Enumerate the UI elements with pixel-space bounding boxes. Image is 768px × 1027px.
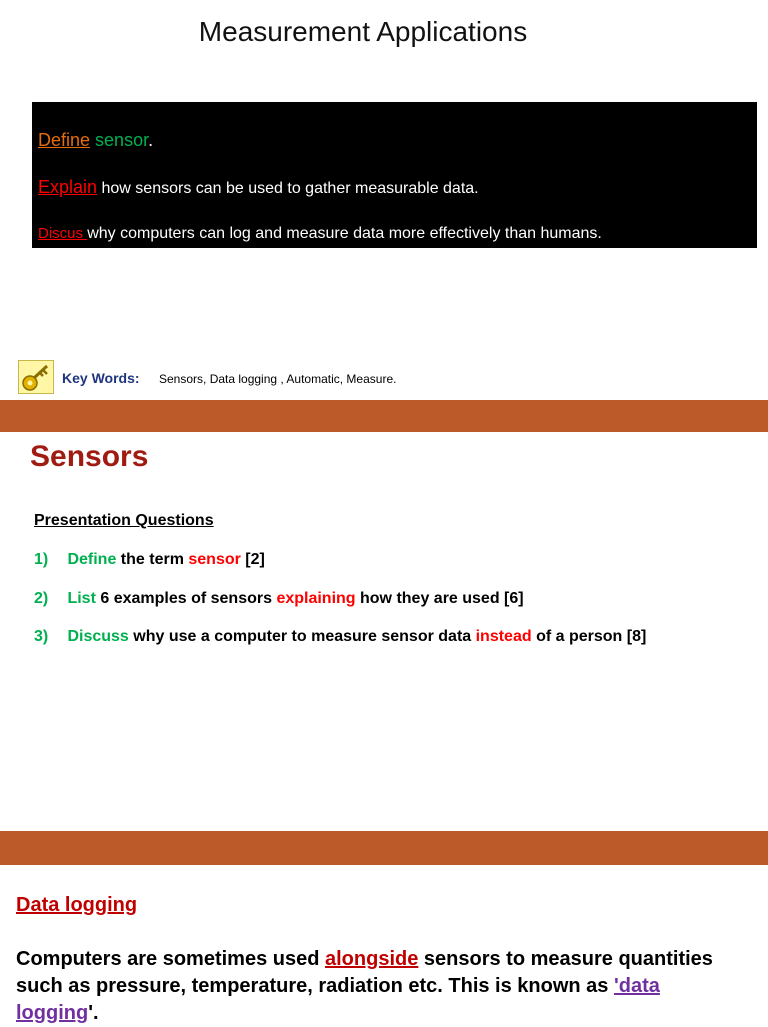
key-icon [18,360,54,394]
questions-heading: Presentation Questions [34,512,214,529]
question-highlight: instead [475,628,532,645]
question-item [34,551,265,569]
question-number: 2) [34,590,49,607]
keywords-text: Sensors, Data logging , Automatic, Measure. [159,372,397,386]
data-logging-body [16,946,736,1027]
page-title: Measurement Applications [198,16,528,47]
question-verb: Discuss [67,628,129,645]
objective-verb: Explain [38,177,98,197]
keywords-label: Key Words: [62,370,140,386]
question-text-end: [2] [240,551,265,568]
objective-end: . [148,130,154,150]
keywords-row [18,360,738,396]
objective-verb: Discus [38,225,88,242]
question-item [34,628,646,646]
body-text-end: '. [88,1002,99,1024]
question-verb: Define [67,551,117,568]
objective-explain [38,177,479,198]
section-title: Sensors [30,440,149,473]
body-highlight: alongside [325,948,419,970]
data-logging-link[interactable]: 'data logging [16,975,660,1024]
question-item [34,590,524,608]
question-number: 1) [34,551,49,568]
question-text-end: of a person [8] [531,628,647,645]
objective-discuss [38,225,602,243]
question-text: 6 examples of sensors [95,590,277,607]
section-divider [0,400,768,432]
data-logging-heading: Data logging [16,894,138,916]
objectives-box [32,102,757,248]
question-highlight: sensor [188,551,241,568]
section-divider [0,831,768,865]
question-number: 3) [34,628,49,645]
question-text: why use a computer to measure sensor data [128,628,476,645]
objective-text: how sensors can be used to gather measurable data. [97,180,479,197]
question-verb: List [67,590,96,607]
objective-verb: Define [38,130,91,150]
body-text: sensors to measure quantities such as pressure, temperature, radiation etc. This is known as [16,948,713,997]
question-text-end: how they are used [6] [355,590,524,607]
body-text: Computers are sometimes used [16,948,325,970]
objective-text: why computers can log and measure data more effectively than humans. [87,225,602,242]
objective-define [38,130,153,151]
question-highlight: explaining [276,590,356,607]
objective-term: sensor [95,130,149,150]
question-text: the term [116,551,189,568]
